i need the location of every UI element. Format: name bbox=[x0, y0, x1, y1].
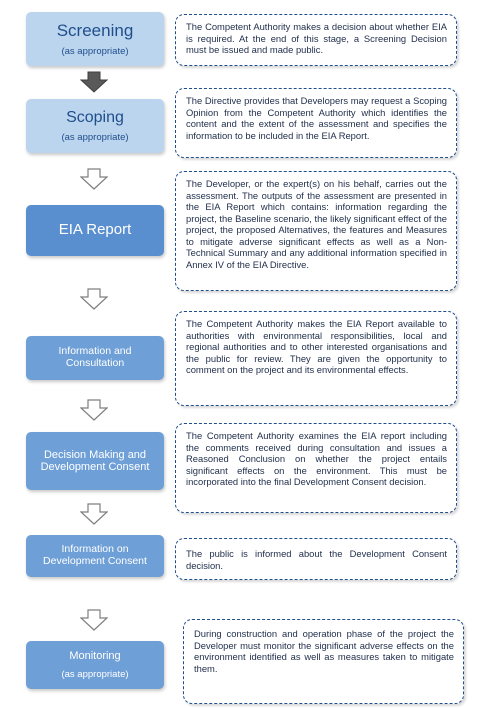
arrow-down-icon bbox=[80, 71, 108, 93]
arrow-down-icon bbox=[80, 609, 108, 631]
arrow-down-icon bbox=[80, 168, 108, 190]
stage-title: Information and Consultation bbox=[58, 345, 132, 369]
stage-subtitle: (as appropriate) bbox=[61, 45, 129, 57]
description-information-development-consent bbox=[175, 538, 457, 580]
arrow-down-icon bbox=[80, 503, 108, 525]
description-monitoring bbox=[183, 619, 464, 704]
description-text: During construction and operation phase of the project the Developer must monitor the significant adverse effects on the environment identified as well as measures taken to mitigate them. bbox=[194, 628, 454, 674]
stage-title: Screening bbox=[56, 21, 134, 41]
description-text: The public is informed about the Development Consent decision. bbox=[186, 547, 447, 571]
arrow-down-icon bbox=[80, 288, 108, 310]
description-scoping bbox=[175, 88, 457, 158]
stage-title: Scoping bbox=[66, 109, 124, 127]
stage-information-development-consent bbox=[26, 535, 164, 577]
stage-eia-report bbox=[26, 205, 164, 256]
description-text: The Competent Authority examines the EIA report including the comments received during consultation and issues a Reasoned Conclusion on whether the project entails significant effects on the environment. This must be incorporated into the final Development Consent decision. bbox=[186, 430, 447, 488]
description-eia-report bbox=[175, 171, 457, 291]
stage-title: Information on Development Consent bbox=[43, 543, 147, 567]
stage-information-consultation bbox=[26, 336, 164, 380]
description-decision-making bbox=[175, 423, 457, 513]
description-screening bbox=[175, 14, 457, 66]
stage-monitoring bbox=[26, 641, 164, 689]
stage-scoping bbox=[26, 99, 164, 153]
description-text: The Developer, or the expert(s) on his behalf, carries out the assessment. The outputs of the assessment are presented in the EIA Report which contains: information regarding the project, the Baseline scenario, the likely significant effect of the project, the proposed Alternatives, the features and Measures to mitigate adverse significant effects as well as a Non-Technical Summary and any additional information specified in Annex IV of the EIA Directive. bbox=[186, 178, 447, 270]
stage-decision-making bbox=[26, 432, 164, 490]
stage-subtitle: (as appropriate) bbox=[61, 669, 129, 681]
description-information-consultation bbox=[175, 311, 457, 406]
stage-title: EIA Report bbox=[58, 221, 132, 239]
description-text: The Directive provides that Developers may request a Scoping Opinion from the Competent Authority which identifies the content and the extent of the assessment and specifies the information to be included in the EIA Report. bbox=[186, 95, 447, 141]
stage-title: Decision Making and Development Consent bbox=[40, 448, 150, 473]
arrow-down-icon bbox=[80, 399, 108, 421]
description-text: The Competent Authority makes the EIA Report available to authorities with environmental responsibilities, local and regional authorities and to other interested organisations and the public for review. They are given the opportunity to comment on the project and its environmental effects. bbox=[186, 318, 447, 376]
stage-subtitle: (as appropriate) bbox=[61, 131, 129, 143]
stage-screening bbox=[26, 12, 164, 66]
stage-title: Monitoring bbox=[69, 649, 121, 662]
description-text: The Competent Authority makes a decision about whether EIA is required. At the end of this stage, a Screening Decision must be issued and made public. bbox=[186, 21, 447, 56]
